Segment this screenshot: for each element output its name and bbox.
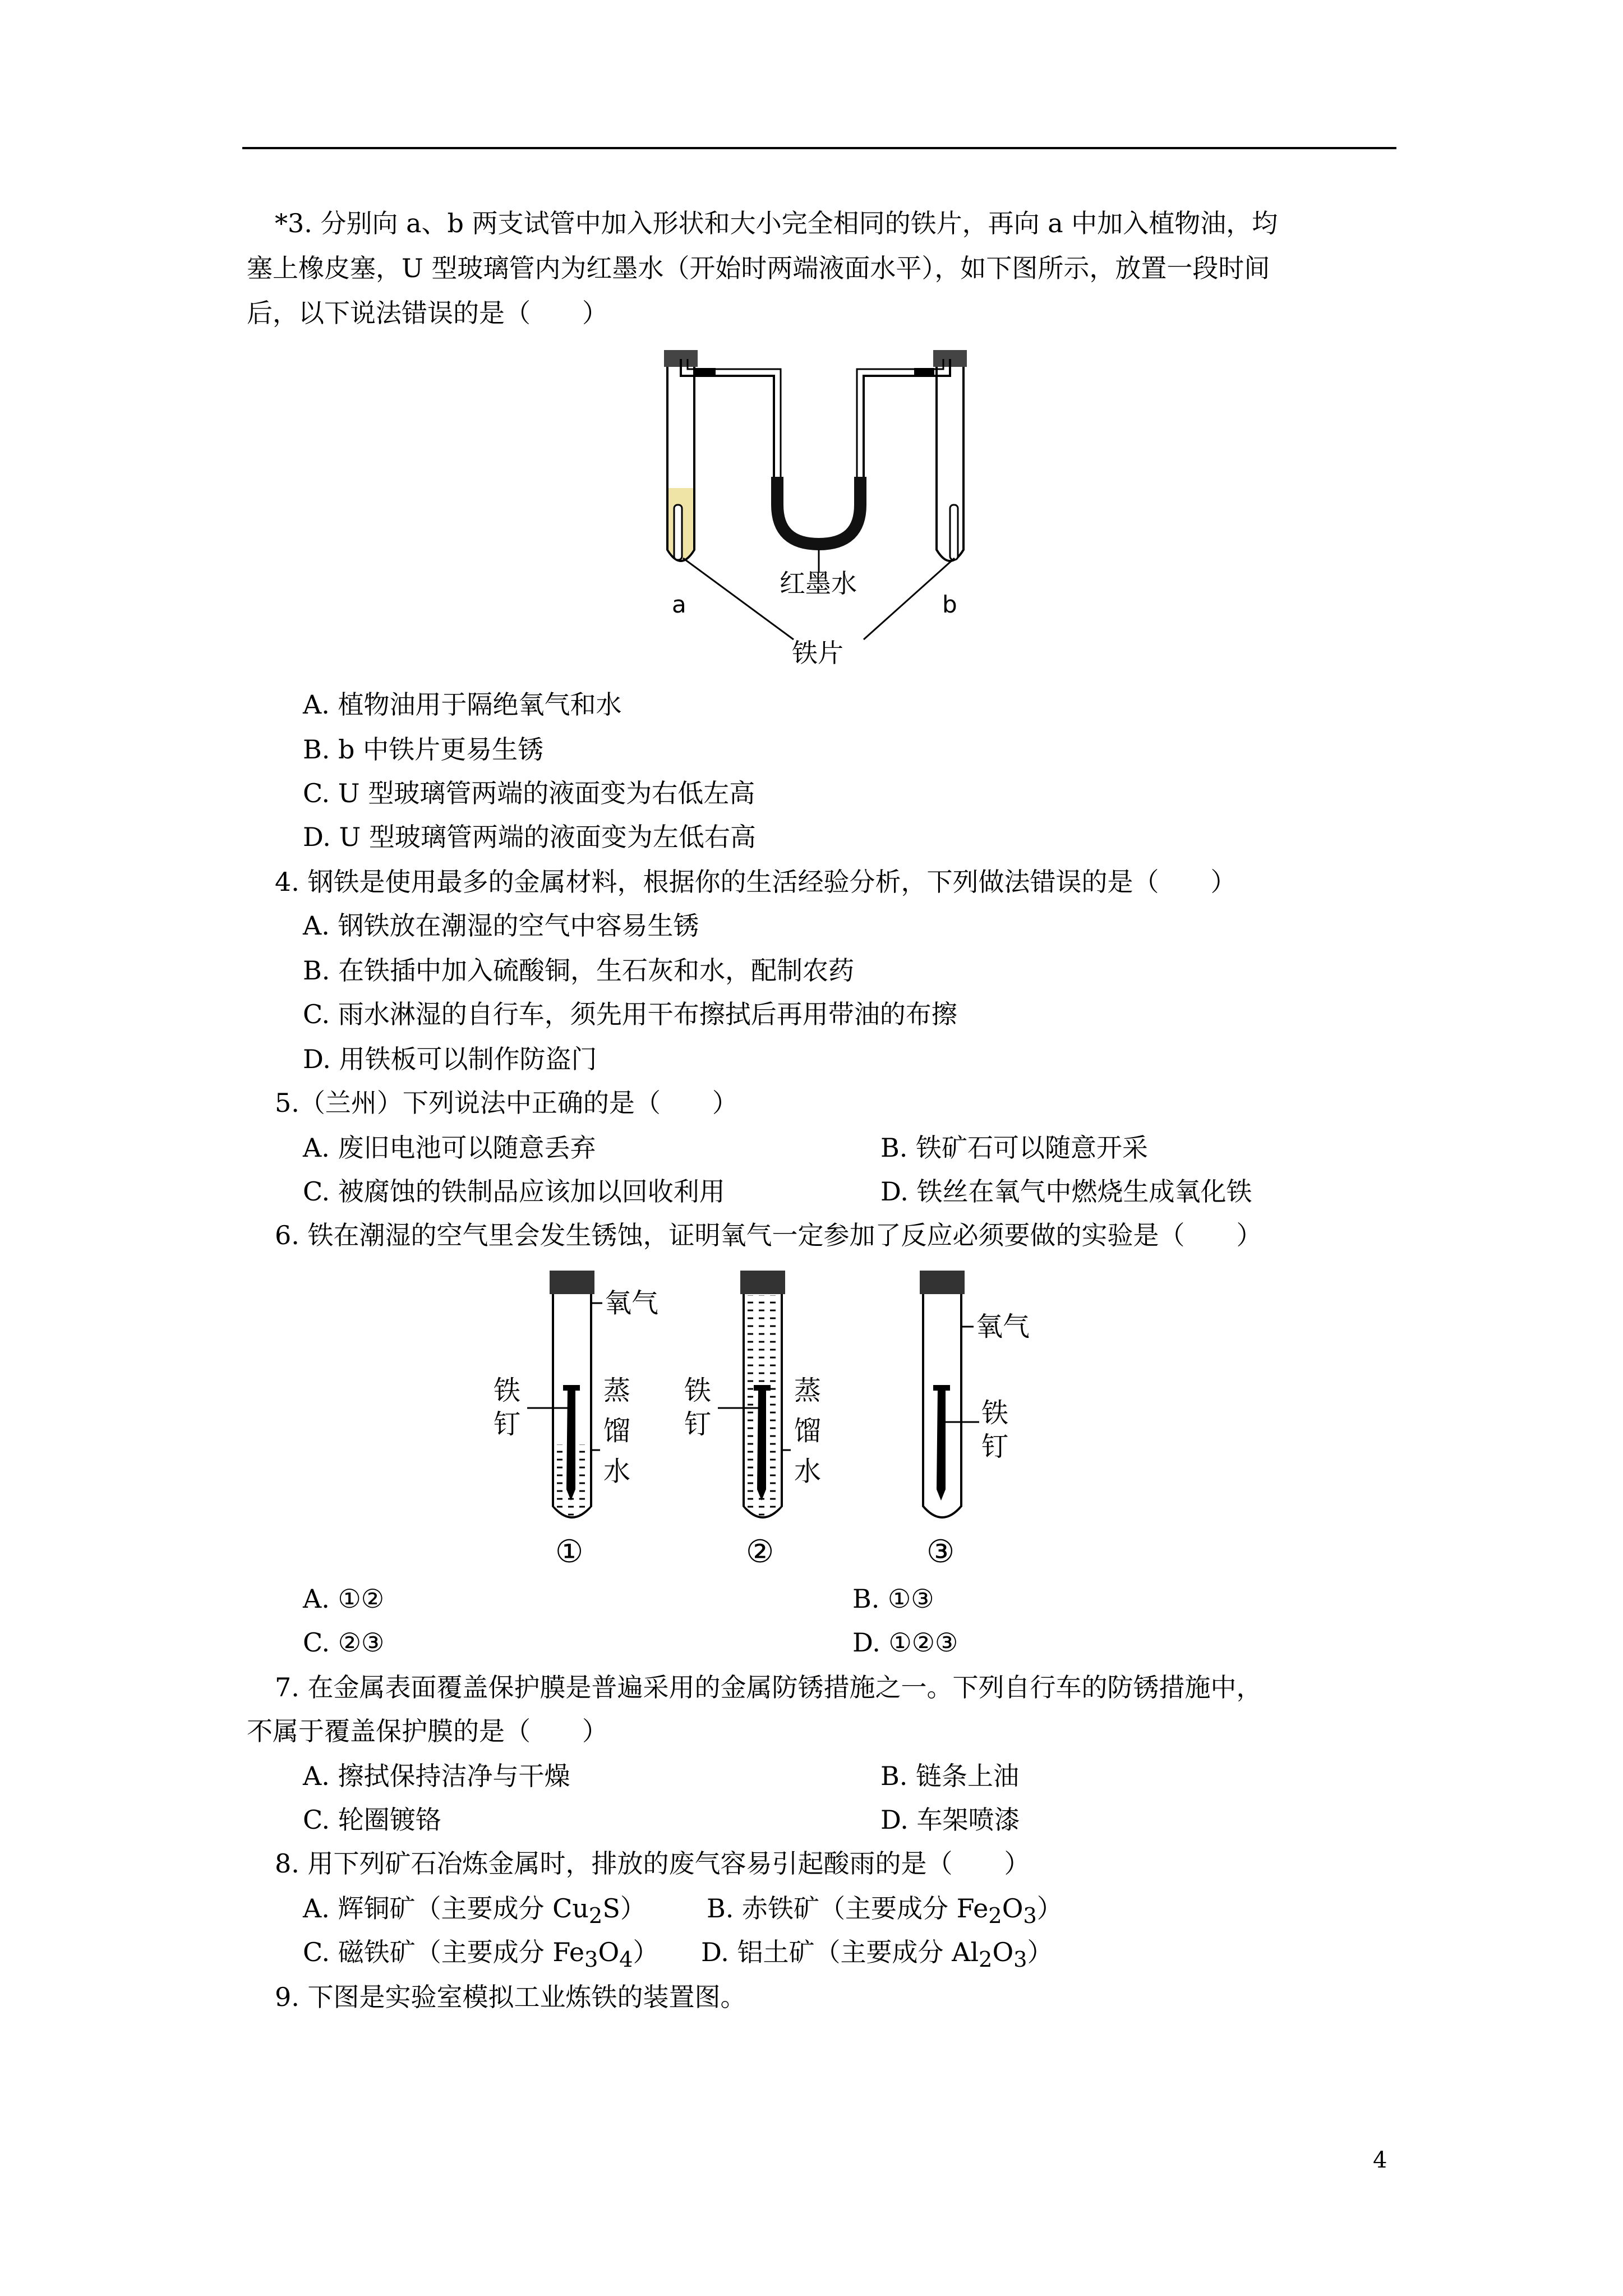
q3-figure — [611, 337, 1038, 673]
page-number: 4 — [1373, 2147, 1387, 2173]
q7-option-a: A. 擦拭保持洁净与干燥 — [303, 1761, 570, 1791]
label-water-2-a: 蒸 — [794, 1375, 822, 1406]
label-water-1-a: 蒸 — [603, 1375, 631, 1406]
stopper-1 — [550, 1271, 594, 1294]
q8-option-c: C. 磁铁矿（主要成分 $Fe_3O_4$） — [303, 1937, 659, 1973]
label-line-iron-b — [864, 558, 955, 639]
label-nail-2-top: 铁 — [684, 1375, 712, 1406]
label-water-2-c: 水 — [794, 1456, 822, 1487]
glass-tube-left-inner — [688, 359, 781, 516]
q6-stem: 6. 铁在潮湿的空气里会发生锈蚀，证明氧气一定参加了反应必须要做的实验是（ ） — [275, 1220, 1262, 1250]
q7-option-d: D. 车架喷漆 — [880, 1805, 1020, 1835]
label-red-ink: 红墨水 — [780, 568, 857, 599]
label-oxygen-3: 氧气 — [976, 1311, 1030, 1342]
q3-stem-line-1: *3. 分别向 a、b 两支试管中加入形状和大小完全相同的铁片，再向 a 中加入植物油，均 — [275, 208, 1278, 238]
header-rule — [242, 147, 1396, 149]
u-tube-red-ink — [777, 477, 860, 544]
label-water-1-b: 馏 — [603, 1415, 631, 1447]
q5-option-b: B. 铁矿石可以随意开采 — [880, 1133, 1149, 1163]
joint-right — [914, 368, 934, 377]
label-tube-3: ③ — [926, 1534, 955, 1570]
q6-option-d: D. ①②③ — [852, 1627, 958, 1658]
q6-option-b: B. ①③ — [852, 1584, 934, 1614]
q4-option-c: C. 雨水淋湿的自行车，须先用干布擦拭后再用带油的布擦 — [303, 999, 957, 1029]
label-iron-strip: 铁片 — [792, 638, 843, 668]
label-tube-1: ① — [555, 1534, 584, 1570]
nail-1 — [566, 1388, 575, 1501]
q7-stem-line-1: 7. 在金属表面覆盖保护膜是普遍采用的金属防锈措施之一。下列自行车的防锈措施中， — [275, 1672, 1262, 1703]
label-nail-3-bottom: 钉 — [981, 1431, 1009, 1462]
glass-tube-right-inner — [857, 359, 943, 516]
label-nail-2-bottom: 钉 — [684, 1409, 712, 1440]
q6-figure — [488, 1259, 1077, 1573]
q8-option-d: D. 铝土矿（主要成分 $Al_2O_3$） — [701, 1937, 1053, 1973]
q7-stem-line-2: 不属于覆盖保护膜的是（ ） — [247, 1716, 608, 1746]
q3-option-c: C. U 型玻璃管两端的液面变为右低左高 — [303, 778, 755, 808]
q4-stem: 4. 钢铁是使用最多的金属材料，根据你的生活经验分析，下列做法错误的是（ ） — [275, 867, 1237, 897]
q7-option-b: B. 链条上油 — [880, 1761, 1020, 1791]
q3-stem-line-3: 后，以下说法错误的是（ ） — [247, 298, 608, 328]
label-b: b — [942, 591, 957, 618]
q9-stem: 9. 下图是实验室模拟工业炼铁的装置图。 — [275, 1982, 746, 2012]
nail-3 — [937, 1388, 946, 1501]
q6-option-a: A. ①② — [303, 1584, 384, 1614]
q8-stem: 8. 用下列矿石冶炼金属时，排放的废气容易引起酸雨的是（ ） — [275, 1848, 1030, 1879]
q5-option-c: C. 被腐蚀的铁制品应该加以回收利用 — [303, 1176, 725, 1207]
stopper-2 — [740, 1271, 785, 1294]
q4-option-a: A. 钢铁放在潮湿的空气中容易生锈 — [303, 910, 699, 941]
q3-option-b: B. b 中铁片更易生锈 — [303, 734, 544, 765]
label-a: a — [672, 591, 686, 618]
label-line-iron-a — [683, 558, 794, 639]
q4-option-d: D. 用铁板可以制作防盗门 — [303, 1044, 597, 1074]
nail-2 — [757, 1388, 766, 1501]
iron-strip-b — [950, 505, 958, 560]
label-oxygen-1: 氧气 — [605, 1287, 659, 1319]
q8-option-b: B. 赤铁矿（主要成分 $Fe_2O_3$） — [707, 1893, 1063, 1929]
stopper-3 — [920, 1271, 965, 1294]
nail-2-head — [754, 1385, 771, 1391]
label-tube-2: ② — [746, 1534, 774, 1570]
joint-left — [695, 368, 716, 377]
q3-option-a: A. 植物油用于隔绝氧气和水 — [303, 689, 622, 720]
q7-option-c: C. 轮圈镀铬 — [303, 1805, 441, 1835]
q3-stem-line-2: 塞上橡皮塞，U 型玻璃管内为红墨水（开始时两端液面水平），如下图所示，放置一段时间 — [247, 253, 1270, 283]
label-nail-1-top: 铁 — [494, 1375, 521, 1406]
q6-option-c: C. ②③ — [303, 1627, 385, 1658]
q3-option-d: D. U 型玻璃管两端的液面变为左低右高 — [303, 822, 756, 852]
q5-option-d: D. 铁丝在氧气中燃烧生成氧化铁 — [880, 1176, 1252, 1207]
iron-strip-a — [674, 505, 682, 560]
label-nail-3-top: 铁 — [981, 1397, 1009, 1429]
label-water-2-b: 馏 — [794, 1415, 822, 1447]
q5-stem: 5.（兰州）下列说法中正确的是（ ） — [275, 1088, 738, 1118]
q5-option-a: A. 废旧电池可以随意丢弃 — [303, 1133, 596, 1163]
q8-option-a: A. 辉铜矿（主要成分 $Cu_2S$） — [303, 1893, 646, 1929]
nail-3-head — [933, 1385, 950, 1391]
q4-option-b: B. 在铁插中加入硫酸铜，生石灰和水，配制农药 — [303, 955, 855, 986]
nail-1-head — [563, 1385, 580, 1391]
label-water-1-c: 水 — [603, 1456, 631, 1487]
label-nail-1-bottom: 钉 — [494, 1409, 521, 1440]
